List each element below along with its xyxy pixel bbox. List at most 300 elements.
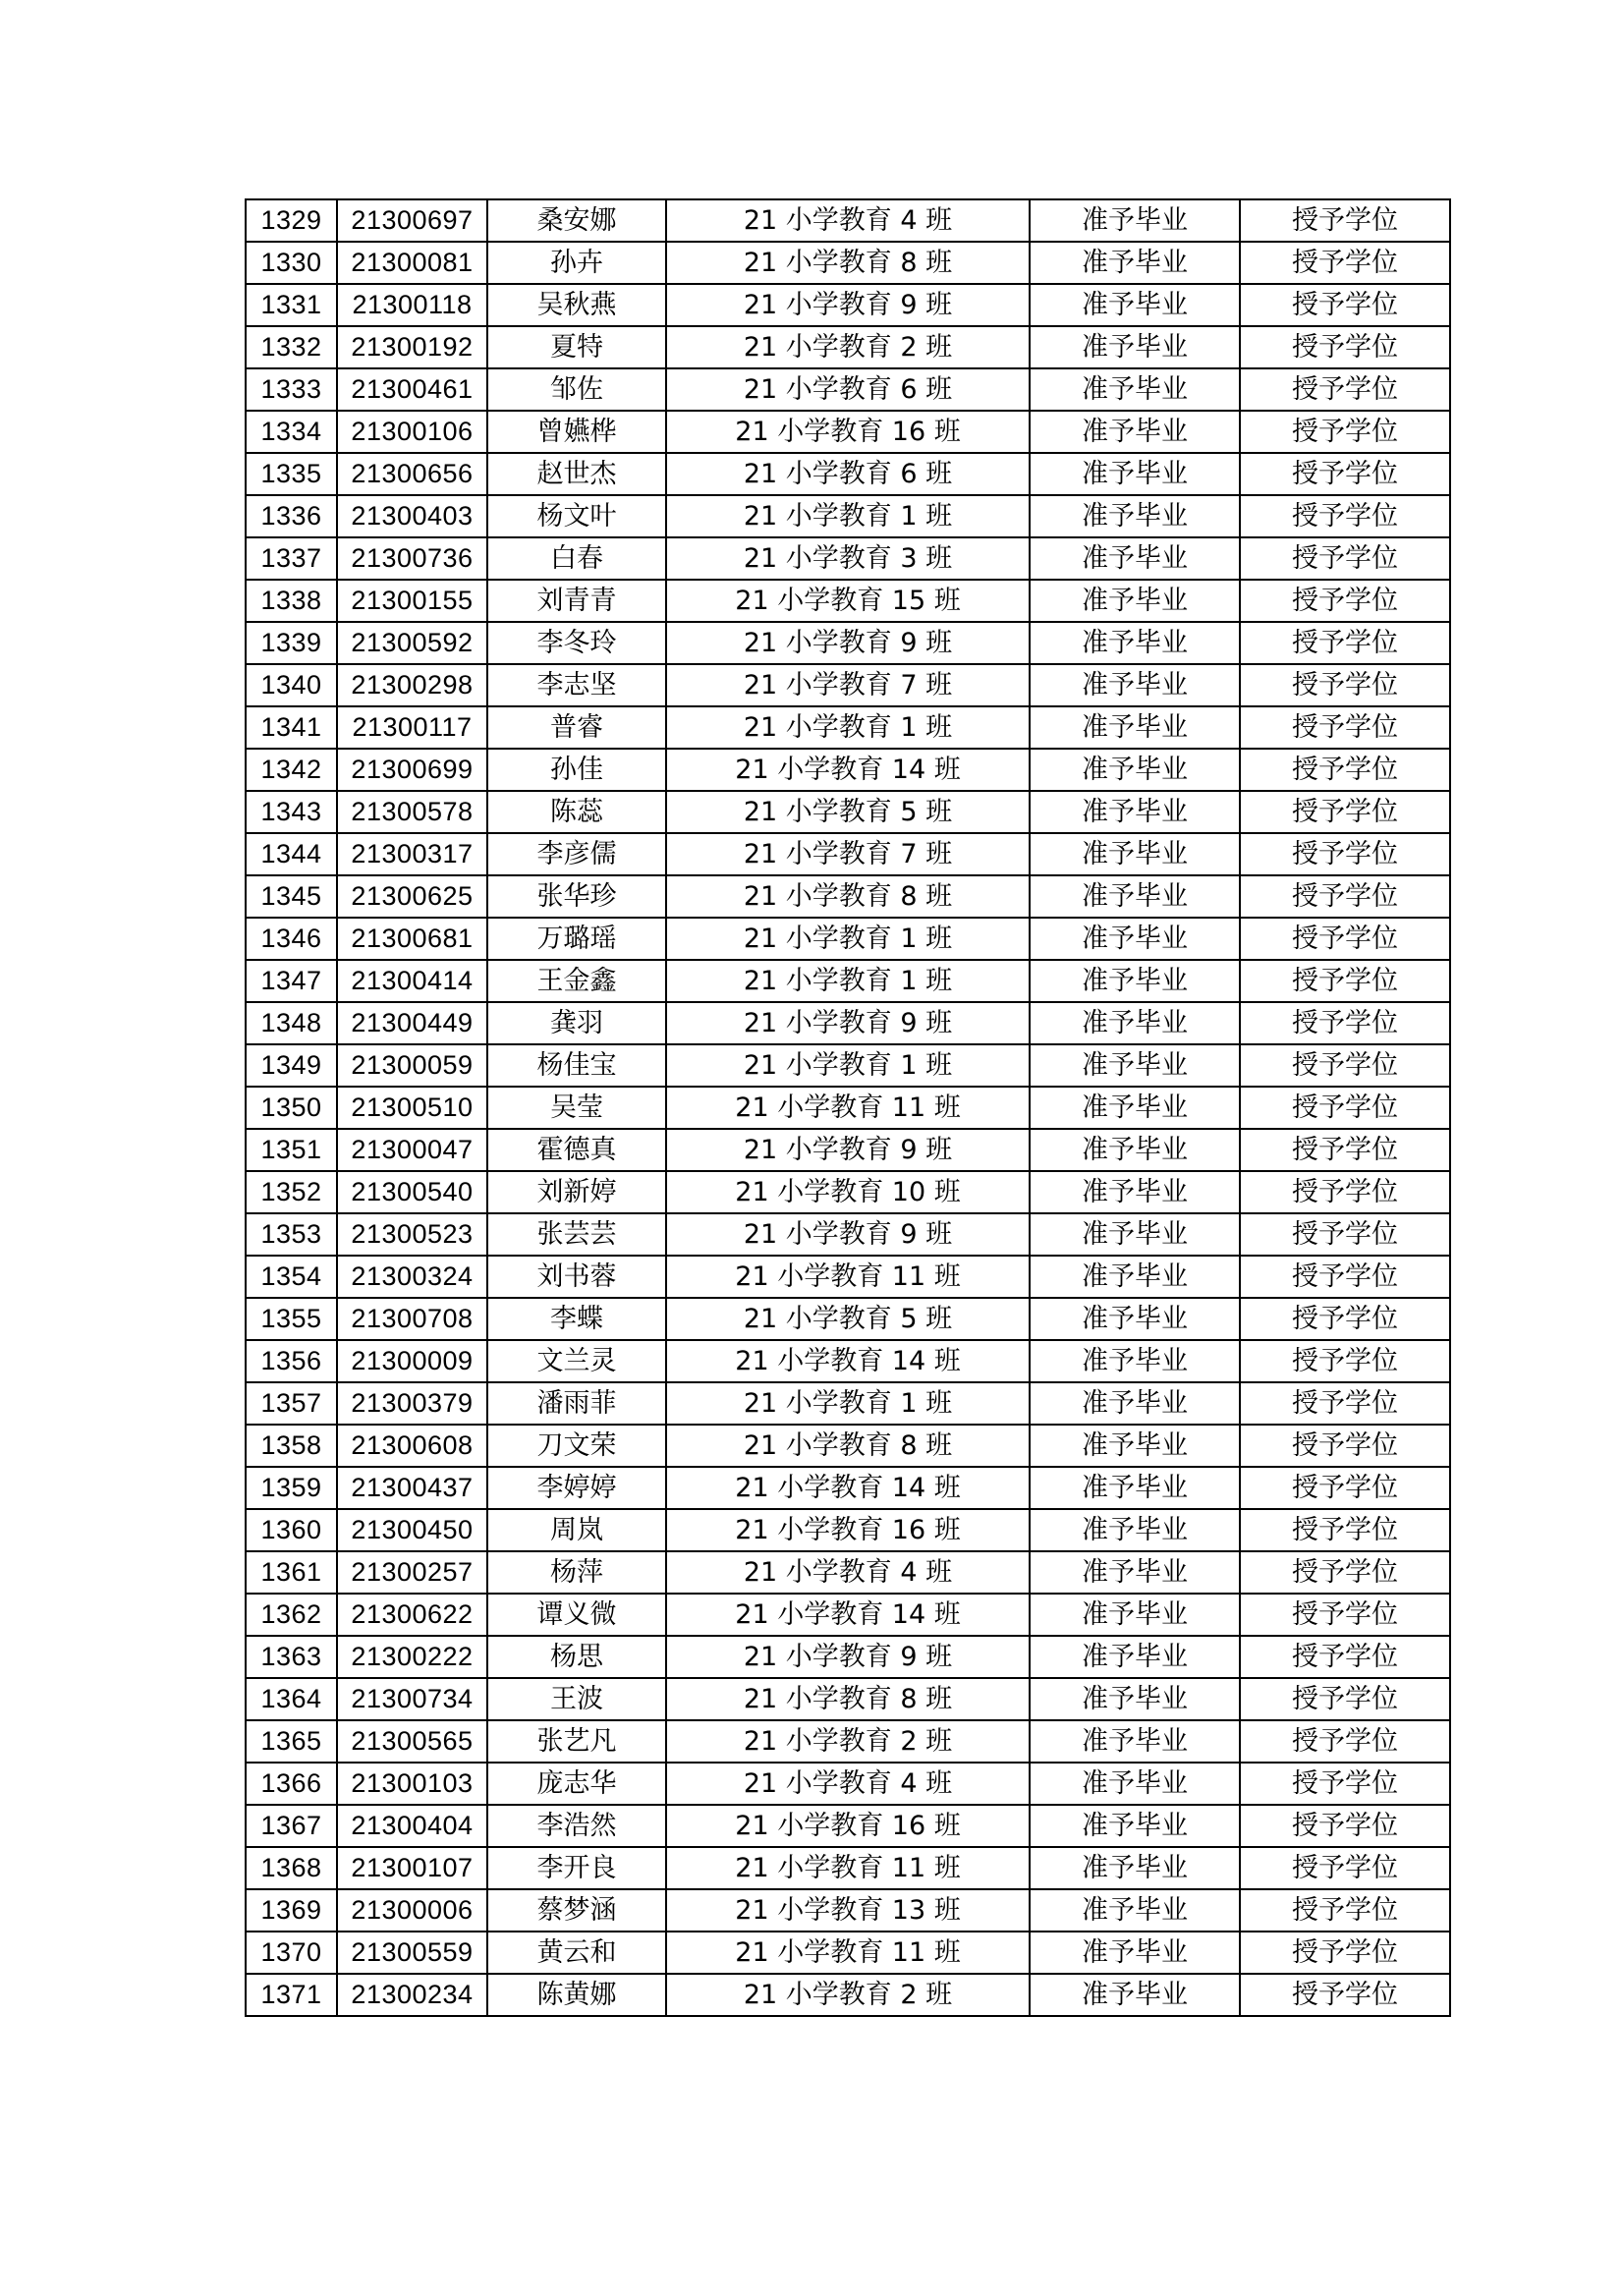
- class-cell: 21 小学教育 5 班: [666, 1298, 1030, 1340]
- serial-number-cell: 1367: [246, 1805, 337, 1847]
- graduation-status-cell: 准予毕业: [1030, 411, 1240, 453]
- graduation-status-cell: 准予毕业: [1030, 960, 1240, 1002]
- table-row: [246, 1044, 1450, 1087]
- table-row: [246, 1425, 1450, 1467]
- graduation-status-cell: 准予毕业: [1030, 622, 1240, 664]
- graduation-status-cell: 准予毕业: [1030, 1974, 1240, 2016]
- graduation-status-cell: 准予毕业: [1030, 1932, 1240, 1974]
- serial-number-cell: 1346: [246, 918, 337, 960]
- degree-status-cell: 授予学位: [1240, 1256, 1450, 1298]
- class-cell: 21 小学教育 11 班: [666, 1847, 1030, 1889]
- table-row: [246, 1087, 1450, 1129]
- serial-number-cell: 1349: [246, 1044, 337, 1087]
- student-id-cell: 21300608: [337, 1425, 487, 1467]
- degree-status-cell: 授予学位: [1240, 1636, 1450, 1678]
- serial-number-cell: 1329: [246, 199, 337, 242]
- class-cell: 21 小学教育 13 班: [666, 1889, 1030, 1932]
- table-row: [246, 1594, 1450, 1636]
- student-name-cell: 李蝶: [487, 1298, 666, 1340]
- graduation-status-cell: 准予毕业: [1030, 1382, 1240, 1425]
- table-row: [246, 326, 1450, 368]
- table-row: [246, 918, 1450, 960]
- student-name-cell: 杨思: [487, 1636, 666, 1678]
- class-cell: 21 小学教育 10 班: [666, 1171, 1030, 1213]
- student-id-cell: 21300523: [337, 1213, 487, 1256]
- student-id-cell: 21300403: [337, 495, 487, 537]
- class-cell: 21 小学教育 9 班: [666, 622, 1030, 664]
- table-row: [246, 1636, 1450, 1678]
- degree-status-cell: 授予学位: [1240, 1932, 1450, 1974]
- student-id-cell: 21300006: [337, 1889, 487, 1932]
- graduation-status-cell: 准予毕业: [1030, 326, 1240, 368]
- student-name-cell: 李开良: [487, 1847, 666, 1889]
- student-name-cell: 白春: [487, 537, 666, 580]
- student-id-cell: 21300117: [337, 706, 487, 749]
- graduation-status-cell: 准予毕业: [1030, 1551, 1240, 1594]
- student-name-cell: 张华珍: [487, 875, 666, 918]
- serial-number-cell: 1356: [246, 1340, 337, 1382]
- table-row: [246, 622, 1450, 664]
- student-id-cell: 21300681: [337, 918, 487, 960]
- graduation-status-cell: 准予毕业: [1030, 284, 1240, 326]
- degree-status-cell: 授予学位: [1240, 199, 1450, 242]
- degree-status-cell: 授予学位: [1240, 833, 1450, 875]
- graduation-status-cell: 准予毕业: [1030, 1340, 1240, 1382]
- serial-number-cell: 1354: [246, 1256, 337, 1298]
- student-name-cell: 李彦儒: [487, 833, 666, 875]
- table-row: [246, 1382, 1450, 1425]
- serial-number-cell: 1333: [246, 368, 337, 411]
- class-cell: 21 小学教育 7 班: [666, 664, 1030, 706]
- table-row: [246, 1847, 1450, 1889]
- graduation-status-cell: 准予毕业: [1030, 1129, 1240, 1171]
- student-name-cell: 李志坚: [487, 664, 666, 706]
- degree-status-cell: 授予学位: [1240, 1340, 1450, 1382]
- class-cell: 21 小学教育 8 班: [666, 1425, 1030, 1467]
- student-id-cell: 21300081: [337, 242, 487, 284]
- serial-number-cell: 1365: [246, 1720, 337, 1763]
- serial-number-cell: 1364: [246, 1678, 337, 1720]
- table-row: [246, 411, 1450, 453]
- student-id-cell: 21300699: [337, 749, 487, 791]
- student-name-cell: 黄云和: [487, 1932, 666, 1974]
- class-cell: 21 小学教育 1 班: [666, 1044, 1030, 1087]
- degree-status-cell: 授予学位: [1240, 1298, 1450, 1340]
- table-body: [246, 199, 1450, 2016]
- table-row: [246, 242, 1450, 284]
- serial-number-cell: 1337: [246, 537, 337, 580]
- graduation-degree-table: [245, 198, 1451, 2017]
- serial-number-cell: 1340: [246, 664, 337, 706]
- student-id-cell: 21300009: [337, 1340, 487, 1382]
- student-name-cell: 陈蕊: [487, 791, 666, 833]
- degree-status-cell: 授予学位: [1240, 1382, 1450, 1425]
- serial-number-cell: 1347: [246, 960, 337, 1002]
- student-name-cell: 王波: [487, 1678, 666, 1720]
- degree-status-cell: 授予学位: [1240, 1213, 1450, 1256]
- class-cell: 21 小学教育 9 班: [666, 1636, 1030, 1678]
- student-id-cell: 21300106: [337, 411, 487, 453]
- graduation-status-cell: 准予毕业: [1030, 453, 1240, 495]
- degree-status-cell: 授予学位: [1240, 622, 1450, 664]
- student-id-cell: 21300222: [337, 1636, 487, 1678]
- class-cell: 21 小学教育 11 班: [666, 1087, 1030, 1129]
- table-row: [246, 1974, 1450, 2016]
- student-name-cell: 张艺凡: [487, 1720, 666, 1763]
- class-cell: 21 小学教育 11 班: [666, 1932, 1030, 1974]
- class-cell: 21 小学教育 5 班: [666, 791, 1030, 833]
- degree-status-cell: 授予学位: [1240, 326, 1450, 368]
- graduation-status-cell: 准予毕业: [1030, 1044, 1240, 1087]
- table-row: [246, 199, 1450, 242]
- degree-status-cell: 授予学位: [1240, 1002, 1450, 1044]
- serial-number-cell: 1339: [246, 622, 337, 664]
- class-cell: 21 小学教育 9 班: [666, 284, 1030, 326]
- graduation-status-cell: 准予毕业: [1030, 1847, 1240, 1889]
- graduation-status-cell: 准予毕业: [1030, 1720, 1240, 1763]
- degree-status-cell: 授予学位: [1240, 1467, 1450, 1509]
- graduation-status-cell: 准予毕业: [1030, 1298, 1240, 1340]
- table-row: [246, 1509, 1450, 1551]
- student-name-cell: 陈黄娜: [487, 1974, 666, 2016]
- serial-number-cell: 1348: [246, 1002, 337, 1044]
- class-cell: 21 小学教育 1 班: [666, 960, 1030, 1002]
- class-cell: 21 小学教育 15 班: [666, 580, 1030, 622]
- table-row: [246, 1805, 1450, 1847]
- serial-number-cell: 1359: [246, 1467, 337, 1509]
- degree-status-cell: 授予学位: [1240, 284, 1450, 326]
- student-name-cell: 邹佐: [487, 368, 666, 411]
- degree-status-cell: 授予学位: [1240, 1044, 1450, 1087]
- student-name-cell: 杨萍: [487, 1551, 666, 1594]
- class-cell: 21 小学教育 4 班: [666, 199, 1030, 242]
- graduation-status-cell: 准予毕业: [1030, 1763, 1240, 1805]
- student-id-cell: 21300734: [337, 1678, 487, 1720]
- graduation-status-cell: 准予毕业: [1030, 833, 1240, 875]
- student-id-cell: 21300234: [337, 1974, 487, 2016]
- graduation-status-cell: 准予毕业: [1030, 368, 1240, 411]
- degree-status-cell: 授予学位: [1240, 1974, 1450, 2016]
- table-row: [246, 1171, 1450, 1213]
- class-cell: 21 小学教育 14 班: [666, 1340, 1030, 1382]
- table-row: [246, 1551, 1450, 1594]
- serial-number-cell: 1369: [246, 1889, 337, 1932]
- table-row: [246, 1889, 1450, 1932]
- student-id-cell: 21300461: [337, 368, 487, 411]
- table-row: [246, 1467, 1450, 1509]
- degree-status-cell: 授予学位: [1240, 1551, 1450, 1594]
- class-cell: 21 小学教育 9 班: [666, 1129, 1030, 1171]
- class-cell: 21 小学教育 7 班: [666, 833, 1030, 875]
- graduation-status-cell: 准予毕业: [1030, 1213, 1240, 1256]
- graduation-status-cell: 准予毕业: [1030, 537, 1240, 580]
- student-name-cell: 周岚: [487, 1509, 666, 1551]
- graduation-status-cell: 准予毕业: [1030, 580, 1240, 622]
- degree-status-cell: 授予学位: [1240, 1678, 1450, 1720]
- student-id-cell: 21300298: [337, 664, 487, 706]
- student-name-cell: 王金鑫: [487, 960, 666, 1002]
- table-row: [246, 960, 1450, 1002]
- student-name-cell: 孙卉: [487, 242, 666, 284]
- student-name-cell: 孙佳: [487, 749, 666, 791]
- graduation-status-cell: 准予毕业: [1030, 1678, 1240, 1720]
- degree-status-cell: 授予学位: [1240, 791, 1450, 833]
- serial-number-cell: 1358: [246, 1425, 337, 1467]
- degree-status-cell: 授予学位: [1240, 875, 1450, 918]
- student-id-cell: 21300592: [337, 622, 487, 664]
- class-cell: 21 小学教育 6 班: [666, 453, 1030, 495]
- graduation-status-cell: 准予毕业: [1030, 875, 1240, 918]
- student-id-cell: 21300324: [337, 1256, 487, 1298]
- table-row: [246, 1932, 1450, 1974]
- graduation-status-cell: 准予毕业: [1030, 242, 1240, 284]
- degree-status-cell: 授予学位: [1240, 1087, 1450, 1129]
- serial-number-cell: 1342: [246, 749, 337, 791]
- table-row: [246, 1213, 1450, 1256]
- table-row: [246, 749, 1450, 791]
- degree-status-cell: 授予学位: [1240, 1509, 1450, 1551]
- serial-number-cell: 1331: [246, 284, 337, 326]
- degree-status-cell: 授予学位: [1240, 1889, 1450, 1932]
- degree-status-cell: 授予学位: [1240, 664, 1450, 706]
- student-id-cell: 21300047: [337, 1129, 487, 1171]
- graduation-status-cell: 准予毕业: [1030, 1256, 1240, 1298]
- class-cell: 21 小学教育 1 班: [666, 495, 1030, 537]
- serial-number-cell: 1338: [246, 580, 337, 622]
- student-id-cell: 21300414: [337, 960, 487, 1002]
- student-id-cell: 21300317: [337, 833, 487, 875]
- student-id-cell: 21300540: [337, 1171, 487, 1213]
- degree-status-cell: 授予学位: [1240, 1171, 1450, 1213]
- graduation-status-cell: 准予毕业: [1030, 706, 1240, 749]
- class-cell: 21 小学教育 9 班: [666, 1213, 1030, 1256]
- table-row: [246, 791, 1450, 833]
- table-row: [246, 1340, 1450, 1382]
- student-id-cell: 21300103: [337, 1763, 487, 1805]
- class-cell: 21 小学教育 16 班: [666, 1805, 1030, 1847]
- table-row: [246, 495, 1450, 537]
- serial-number-cell: 1330: [246, 242, 337, 284]
- graduation-status-cell: 准予毕业: [1030, 664, 1240, 706]
- class-cell: 21 小学教育 4 班: [666, 1763, 1030, 1805]
- student-name-cell: 万璐瑶: [487, 918, 666, 960]
- student-name-cell: 桑安娜: [487, 199, 666, 242]
- serial-number-cell: 1336: [246, 495, 337, 537]
- student-id-cell: 21300192: [337, 326, 487, 368]
- graduation-status-cell: 准予毕业: [1030, 199, 1240, 242]
- serial-number-cell: 1352: [246, 1171, 337, 1213]
- student-id-cell: 21300697: [337, 199, 487, 242]
- graduation-status-cell: 准予毕业: [1030, 495, 1240, 537]
- class-cell: 21 小学教育 1 班: [666, 706, 1030, 749]
- graduation-status-cell: 准予毕业: [1030, 1425, 1240, 1467]
- degree-status-cell: 授予学位: [1240, 537, 1450, 580]
- student-name-cell: 李婷婷: [487, 1467, 666, 1509]
- student-name-cell: 谭义微: [487, 1594, 666, 1636]
- serial-number-cell: 1350: [246, 1087, 337, 1129]
- class-cell: 21 小学教育 14 班: [666, 749, 1030, 791]
- student-name-cell: 霍德真: [487, 1129, 666, 1171]
- serial-number-cell: 1363: [246, 1636, 337, 1678]
- student-id-cell: 21300437: [337, 1467, 487, 1509]
- student-name-cell: 张芸芸: [487, 1213, 666, 1256]
- table-row: [246, 833, 1450, 875]
- graduation-status-cell: 准予毕业: [1030, 1805, 1240, 1847]
- graduation-status-cell: 准予毕业: [1030, 1467, 1240, 1509]
- student-name-cell: 刀文荣: [487, 1425, 666, 1467]
- student-id-cell: 21300656: [337, 453, 487, 495]
- degree-status-cell: 授予学位: [1240, 706, 1450, 749]
- student-name-cell: 刘青青: [487, 580, 666, 622]
- graduation-status-cell: 准予毕业: [1030, 1594, 1240, 1636]
- graduation-status-cell: 准予毕业: [1030, 918, 1240, 960]
- table-row: [246, 1002, 1450, 1044]
- student-id-cell: 21300118: [337, 284, 487, 326]
- degree-status-cell: 授予学位: [1240, 1847, 1450, 1889]
- serial-number-cell: 1361: [246, 1551, 337, 1594]
- degree-status-cell: 授予学位: [1240, 1763, 1450, 1805]
- degree-status-cell: 授予学位: [1240, 918, 1450, 960]
- class-cell: 21 小学教育 2 班: [666, 1974, 1030, 2016]
- student-id-cell: 21300708: [337, 1298, 487, 1340]
- table-row: [246, 537, 1450, 580]
- student-name-cell: 李冬玲: [487, 622, 666, 664]
- student-id-cell: 21300450: [337, 1509, 487, 1551]
- serial-number-cell: 1351: [246, 1129, 337, 1171]
- degree-status-cell: 授予学位: [1240, 749, 1450, 791]
- student-name-cell: 刘书蓉: [487, 1256, 666, 1298]
- class-cell: 21 小学教育 11 班: [666, 1256, 1030, 1298]
- serial-number-cell: 1353: [246, 1213, 337, 1256]
- student-name-cell: 刘新婷: [487, 1171, 666, 1213]
- degree-status-cell: 授予学位: [1240, 411, 1450, 453]
- class-cell: 21 小学教育 8 班: [666, 1678, 1030, 1720]
- table-row: [246, 1763, 1450, 1805]
- table-row: [246, 706, 1450, 749]
- student-id-cell: 21300625: [337, 875, 487, 918]
- degree-status-cell: 授予学位: [1240, 453, 1450, 495]
- table-row: [246, 453, 1450, 495]
- serial-number-cell: 1371: [246, 1974, 337, 2016]
- serial-number-cell: 1335: [246, 453, 337, 495]
- class-cell: 21 小学教育 2 班: [666, 1720, 1030, 1763]
- class-cell: 21 小学教育 8 班: [666, 875, 1030, 918]
- student-name-cell: 龚羽: [487, 1002, 666, 1044]
- serial-number-cell: 1341: [246, 706, 337, 749]
- degree-status-cell: 授予学位: [1240, 580, 1450, 622]
- table-row: [246, 1720, 1450, 1763]
- student-name-cell: 夏特: [487, 326, 666, 368]
- table-row: [246, 368, 1450, 411]
- degree-status-cell: 授予学位: [1240, 1805, 1450, 1847]
- class-cell: 21 小学教育 16 班: [666, 1509, 1030, 1551]
- student-id-cell: 21300449: [337, 1002, 487, 1044]
- class-cell: 21 小学教育 3 班: [666, 537, 1030, 580]
- student-id-cell: 21300622: [337, 1594, 487, 1636]
- degree-status-cell: 授予学位: [1240, 1129, 1450, 1171]
- table-row: [246, 1129, 1450, 1171]
- student-id-cell: 21300578: [337, 791, 487, 833]
- degree-status-cell: 授予学位: [1240, 1720, 1450, 1763]
- student-id-cell: 21300059: [337, 1044, 487, 1087]
- class-cell: 21 小学教育 8 班: [666, 242, 1030, 284]
- serial-number-cell: 1344: [246, 833, 337, 875]
- serial-number-cell: 1334: [246, 411, 337, 453]
- student-name-cell: 杨文叶: [487, 495, 666, 537]
- table-row: [246, 1256, 1450, 1298]
- student-name-cell: 文兰灵: [487, 1340, 666, 1382]
- serial-number-cell: 1357: [246, 1382, 337, 1425]
- class-cell: 21 小学教育 14 班: [666, 1467, 1030, 1509]
- serial-number-cell: 1345: [246, 875, 337, 918]
- student-name-cell: 庞志华: [487, 1763, 666, 1805]
- student-name-cell: 潘雨菲: [487, 1382, 666, 1425]
- student-id-cell: 21300510: [337, 1087, 487, 1129]
- degree-status-cell: 授予学位: [1240, 368, 1450, 411]
- class-cell: 21 小学教育 6 班: [666, 368, 1030, 411]
- student-id-cell: 21300404: [337, 1805, 487, 1847]
- student-id-cell: 21300565: [337, 1720, 487, 1763]
- table-row: [246, 664, 1450, 706]
- class-cell: 21 小学教育 2 班: [666, 326, 1030, 368]
- serial-number-cell: 1332: [246, 326, 337, 368]
- class-cell: 21 小学教育 4 班: [666, 1551, 1030, 1594]
- student-id-cell: 21300257: [337, 1551, 487, 1594]
- student-name-cell: 吴莹: [487, 1087, 666, 1129]
- table-row: [246, 284, 1450, 326]
- graduation-status-cell: 准予毕业: [1030, 749, 1240, 791]
- serial-number-cell: 1360: [246, 1509, 337, 1551]
- serial-number-cell: 1362: [246, 1594, 337, 1636]
- serial-number-cell: 1343: [246, 791, 337, 833]
- degree-status-cell: 授予学位: [1240, 960, 1450, 1002]
- student-name-cell: 普睿: [487, 706, 666, 749]
- graduation-status-cell: 准予毕业: [1030, 1889, 1240, 1932]
- graduation-status-cell: 准予毕业: [1030, 1171, 1240, 1213]
- class-cell: 21 小学教育 1 班: [666, 918, 1030, 960]
- degree-status-cell: 授予学位: [1240, 1425, 1450, 1467]
- graduation-status-cell: 准予毕业: [1030, 791, 1240, 833]
- graduation-status-cell: 准予毕业: [1030, 1636, 1240, 1678]
- table-row: [246, 875, 1450, 918]
- class-cell: 21 小学教育 1 班: [666, 1382, 1030, 1425]
- degree-status-cell: 授予学位: [1240, 242, 1450, 284]
- class-cell: 21 小学教育 9 班: [666, 1002, 1030, 1044]
- student-name-cell: 李浩然: [487, 1805, 666, 1847]
- student-id-cell: 21300107: [337, 1847, 487, 1889]
- student-name-cell: 曾嬿桦: [487, 411, 666, 453]
- table-row: [246, 580, 1450, 622]
- student-name-cell: 杨佳宝: [487, 1044, 666, 1087]
- serial-number-cell: 1370: [246, 1932, 337, 1974]
- degree-status-cell: 授予学位: [1240, 495, 1450, 537]
- student-name-cell: 吴秋燕: [487, 284, 666, 326]
- graduation-status-cell: 准予毕业: [1030, 1509, 1240, 1551]
- graduation-status-cell: 准予毕业: [1030, 1002, 1240, 1044]
- table-row: [246, 1678, 1450, 1720]
- table-row: [246, 1298, 1450, 1340]
- student-id-cell: 21300559: [337, 1932, 487, 1974]
- degree-status-cell: 授予学位: [1240, 1594, 1450, 1636]
- student-id-cell: 21300155: [337, 580, 487, 622]
- class-cell: 21 小学教育 14 班: [666, 1594, 1030, 1636]
- serial-number-cell: 1368: [246, 1847, 337, 1889]
- serial-number-cell: 1366: [246, 1763, 337, 1805]
- student-name-cell: 蔡梦涵: [487, 1889, 666, 1932]
- class-cell: 21 小学教育 16 班: [666, 411, 1030, 453]
- graduation-status-cell: 准予毕业: [1030, 1087, 1240, 1129]
- student-name-cell: 赵世杰: [487, 453, 666, 495]
